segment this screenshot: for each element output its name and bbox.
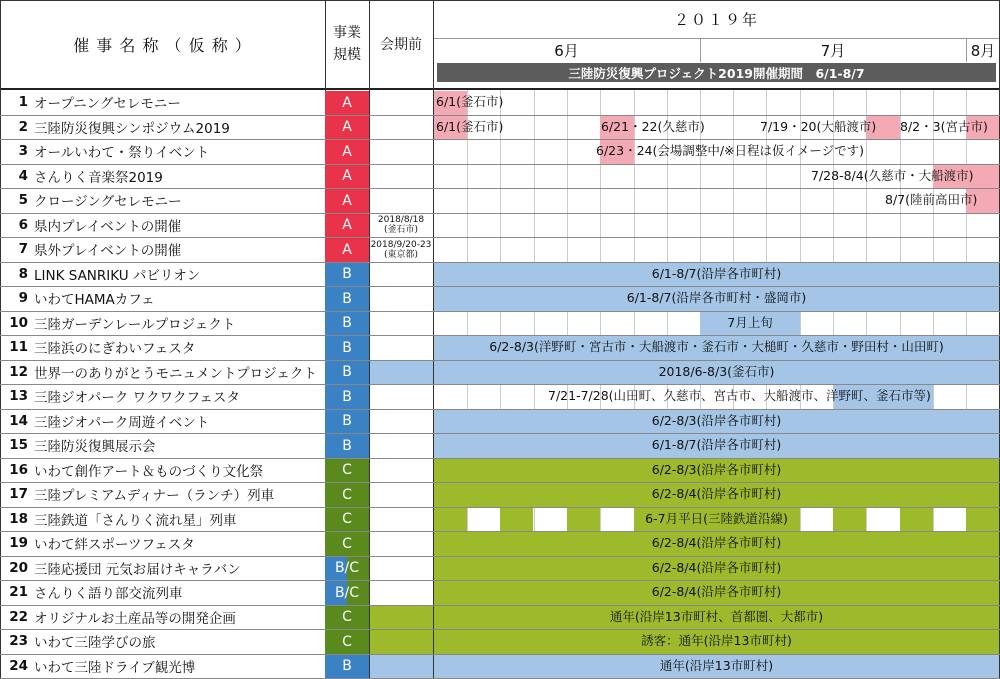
event-name: 三陸プレミアムディナー（ランチ）列車 bbox=[34, 488, 275, 505]
event-name: 三陸応援団 元気お届けキャラバン bbox=[34, 561, 241, 578]
event-name: オールいわて・祭りイベント bbox=[34, 145, 210, 162]
pre-period-header: 会期前 bbox=[380, 37, 422, 53]
event-number: 4 bbox=[18, 167, 28, 184]
event-number: 14 bbox=[9, 412, 28, 429]
event-number: 17 bbox=[9, 486, 28, 503]
schedule-bar-label: 6/2-8/3(洋野町・宮古市・大船渡市・釜石市・大槌町・久慈市・野田村・山田町) bbox=[489, 339, 944, 354]
scale-badge: C bbox=[325, 459, 369, 483]
schedule-bar-label: 7/21-7/28(山田町、久慈市、宮古市、大船渡市、洋野町、釜石市等) bbox=[548, 388, 931, 403]
event-name: LINK SANRIKU パビリオン bbox=[34, 267, 201, 284]
event-name: 県内プレイベントの開催 bbox=[34, 218, 182, 235]
schedule-bar-label: 8/7(陸前高田市) bbox=[885, 192, 978, 207]
pre-period-bar bbox=[370, 606, 433, 630]
event-name: オープニングセレモニー bbox=[34, 96, 181, 113]
event-name-cell bbox=[4, 433, 156, 458]
schedule-bar-label: 6/1(釜石市) bbox=[436, 118, 504, 134]
schedule-bar-label: 6/2-8/4(沿岸各市町村) bbox=[651, 559, 782, 575]
event-name: いわて創作アート＆ものづくり文化祭 bbox=[34, 463, 264, 480]
scale-badge: B/C bbox=[325, 557, 369, 581]
event-number: 11 bbox=[9, 339, 28, 356]
scale-badge: C bbox=[325, 630, 369, 654]
schedule-bar-label: 6/1-8/7(沿岸各市町村) bbox=[651, 265, 782, 281]
event-number: 23 bbox=[9, 633, 28, 650]
event-name-cell bbox=[4, 360, 317, 385]
event-name: さんりく音楽祭2019 bbox=[34, 169, 163, 186]
schedule-bar-label: 8/2・3(宮古市) bbox=[900, 118, 988, 134]
event-name-cell bbox=[4, 262, 200, 287]
scale-badge: B bbox=[325, 263, 369, 287]
pre-period-text: 2018/9/20-23 bbox=[370, 239, 432, 250]
scale-header: 事業規模 bbox=[333, 25, 361, 63]
event-name-cell bbox=[4, 237, 181, 262]
pre-period-bar bbox=[370, 361, 433, 385]
event-name-cell bbox=[4, 188, 182, 213]
scale-badge: A bbox=[325, 189, 369, 213]
event-number: 5 bbox=[18, 192, 28, 209]
event-name: いわて三陸ドライブ観光博 bbox=[34, 659, 196, 676]
event-name-cell bbox=[4, 556, 241, 581]
event-name-cell bbox=[4, 605, 236, 630]
scale-badge: C bbox=[325, 508, 369, 532]
event-number: 12 bbox=[9, 363, 28, 380]
event-name-cell bbox=[4, 286, 155, 311]
event-number: 22 bbox=[9, 608, 28, 625]
event-name-cell bbox=[4, 90, 181, 115]
scale-badge: B/C bbox=[325, 581, 369, 605]
event-name-cell bbox=[4, 531, 195, 556]
event-name-cell bbox=[4, 164, 163, 189]
pre-period-bar bbox=[370, 630, 433, 654]
event-number: 24 bbox=[9, 657, 28, 674]
event-number: 7 bbox=[18, 241, 28, 258]
event-name: クロージングセレモニー bbox=[34, 194, 182, 211]
month-august: 8月 bbox=[970, 41, 996, 60]
pre-period-text: (東京都) bbox=[383, 249, 419, 260]
scale-badge: B bbox=[325, 312, 369, 336]
event-name: 三陸ジオパーク周遊イベント bbox=[34, 414, 210, 431]
scale-badge: A bbox=[325, 140, 369, 164]
scale-badge: B bbox=[325, 361, 369, 385]
schedule-bar-label: 7/28-8/4(久慈市・大船渡市) bbox=[811, 167, 974, 183]
scale-badge: B bbox=[325, 336, 369, 360]
event-name: 県外プレイベントの開催 bbox=[34, 243, 182, 260]
schedule-bar-label: 6/2-8/3(沿岸各市町村) bbox=[651, 412, 782, 428]
event-number: 16 bbox=[9, 461, 28, 478]
event-name-cell bbox=[4, 507, 237, 532]
event-number: 13 bbox=[9, 388, 28, 405]
month-june: 6月 bbox=[554, 41, 579, 60]
schedule-bar-label: 誘客：通年(沿岸13市町村) bbox=[641, 633, 792, 648]
pre-period-text: (釜石市) bbox=[383, 225, 419, 236]
event-name: 三陸防災復興展示会 bbox=[34, 439, 156, 456]
scale-badge: C bbox=[325, 532, 369, 556]
event-number: 9 bbox=[18, 290, 28, 307]
pre-period-cell bbox=[369, 214, 433, 238]
scale-badge: B bbox=[325, 434, 369, 458]
event-number: 21 bbox=[9, 584, 28, 601]
event-name-cell bbox=[4, 654, 195, 679]
scale-badge: C bbox=[325, 606, 369, 630]
schedule-bar-label: 6/2-8/4(沿岸各市町村) bbox=[651, 486, 782, 501]
event-number: 18 bbox=[9, 510, 28, 527]
scale-badge: A bbox=[325, 214, 369, 238]
event-name: 三陸鉄道「さんりく流れ星」列車 bbox=[34, 512, 237, 529]
year-header: ２０１９年 bbox=[673, 10, 759, 29]
schedule-bar-label: 6/2-8/4(沿岸各市町村) bbox=[651, 535, 782, 550]
event-number: 20 bbox=[9, 559, 28, 576]
schedule-bar-label: 通年(沿岸13市町村) bbox=[659, 657, 774, 673]
event-number: 6 bbox=[18, 216, 28, 233]
pre-period-text: 2018/8/18 bbox=[377, 215, 425, 226]
scale-badge: B bbox=[325, 655, 369, 679]
event-number: 19 bbox=[9, 535, 28, 552]
month-july: 7月 bbox=[820, 41, 846, 60]
scale-badge: C bbox=[325, 483, 369, 507]
event-name: 三陸ジオパーク ワクワクフェスタ bbox=[34, 390, 240, 407]
schedule-bar-label: 6/23・24(会場調整中/※日程は仮イメージです) bbox=[596, 143, 865, 158]
event-name-cell bbox=[4, 409, 209, 434]
event-name-cell bbox=[4, 139, 209, 164]
scale-badge: A bbox=[325, 165, 369, 189]
scale-badge: A bbox=[325, 91, 369, 115]
scale-badge: B bbox=[325, 287, 369, 311]
scale-badge: B bbox=[325, 385, 369, 409]
schedule-bar-label: 7月上旬 bbox=[727, 314, 773, 330]
event-name: いわて三陸学びの旅 bbox=[34, 635, 156, 652]
event-name-cell bbox=[4, 458, 263, 483]
event-name-cell bbox=[4, 311, 235, 336]
schedule-bar-label: 6/2-8/4(沿岸各市町村) bbox=[651, 584, 782, 599]
event-name-cell bbox=[4, 335, 195, 360]
event-name: 三陸防災復興シンポジウム2019 bbox=[34, 120, 230, 137]
schedule-bar-label: 7/19・20(大船渡市) bbox=[760, 118, 877, 134]
event-number: 10 bbox=[9, 314, 28, 331]
event-number: 15 bbox=[9, 437, 28, 454]
event-name-header: 催 事 名 称 （ 仮 称 ） bbox=[73, 35, 252, 55]
schedule-bar-label: 6/1(釜石市) bbox=[436, 94, 504, 109]
event-name: さんりく語り部交流列車 bbox=[34, 586, 183, 603]
scale-badge: A bbox=[325, 116, 369, 140]
event-name-cell bbox=[4, 213, 181, 238]
event-number: 2 bbox=[18, 118, 28, 135]
schedule-bar-label: 6/1-8/7(沿岸各市町村) bbox=[651, 437, 782, 452]
event-number: 1 bbox=[18, 94, 28, 111]
event-name-cell bbox=[4, 384, 240, 409]
scale-badge: A bbox=[325, 238, 369, 262]
schedule-bar-label: 6/21・22(久慈市) bbox=[601, 118, 705, 134]
pre-period-cell bbox=[369, 238, 433, 262]
scale-badge: B bbox=[325, 410, 369, 434]
event-name: 三陸ガーデンレールプロジェクト bbox=[34, 316, 236, 333]
schedule-bar-label: 6-7月平日(三陸鉄道沿線) bbox=[645, 510, 788, 526]
schedule-bar-label: 6/2-8/3(沿岸各市町村) bbox=[651, 461, 782, 477]
schedule-bar-label: 通年(沿岸13市町村、首都圏、大都市) bbox=[609, 608, 824, 624]
event-name-cell bbox=[4, 115, 230, 140]
pre-period-bar bbox=[370, 655, 433, 679]
event-name-cell bbox=[4, 580, 183, 605]
event-name: 三陸浜のにぎわいフェスタ bbox=[34, 341, 196, 358]
event-number: 3 bbox=[18, 143, 28, 160]
event-name: オリジナルお土産品等の開発企画 bbox=[34, 610, 236, 627]
event-name-cell bbox=[4, 482, 274, 507]
schedule-bar-label: 6/1-8/7(沿岸各市町村・盛岡市) bbox=[626, 290, 807, 305]
event-number: 8 bbox=[18, 265, 28, 282]
schedule-bar-label: 2018/6-8/3(釜石市) bbox=[658, 363, 775, 379]
event-name: いわてHAMAカフェ bbox=[34, 292, 155, 309]
event-name: 世界一のありがとうモニュメントプロジェクト bbox=[34, 365, 317, 382]
event-name: いわて絆スポーツフェスタ bbox=[34, 537, 195, 554]
period-banner: 三陸防災復興プロジェクト2019開催期間 6/1-8/7 bbox=[437, 63, 996, 82]
event-name-cell bbox=[4, 629, 156, 654]
